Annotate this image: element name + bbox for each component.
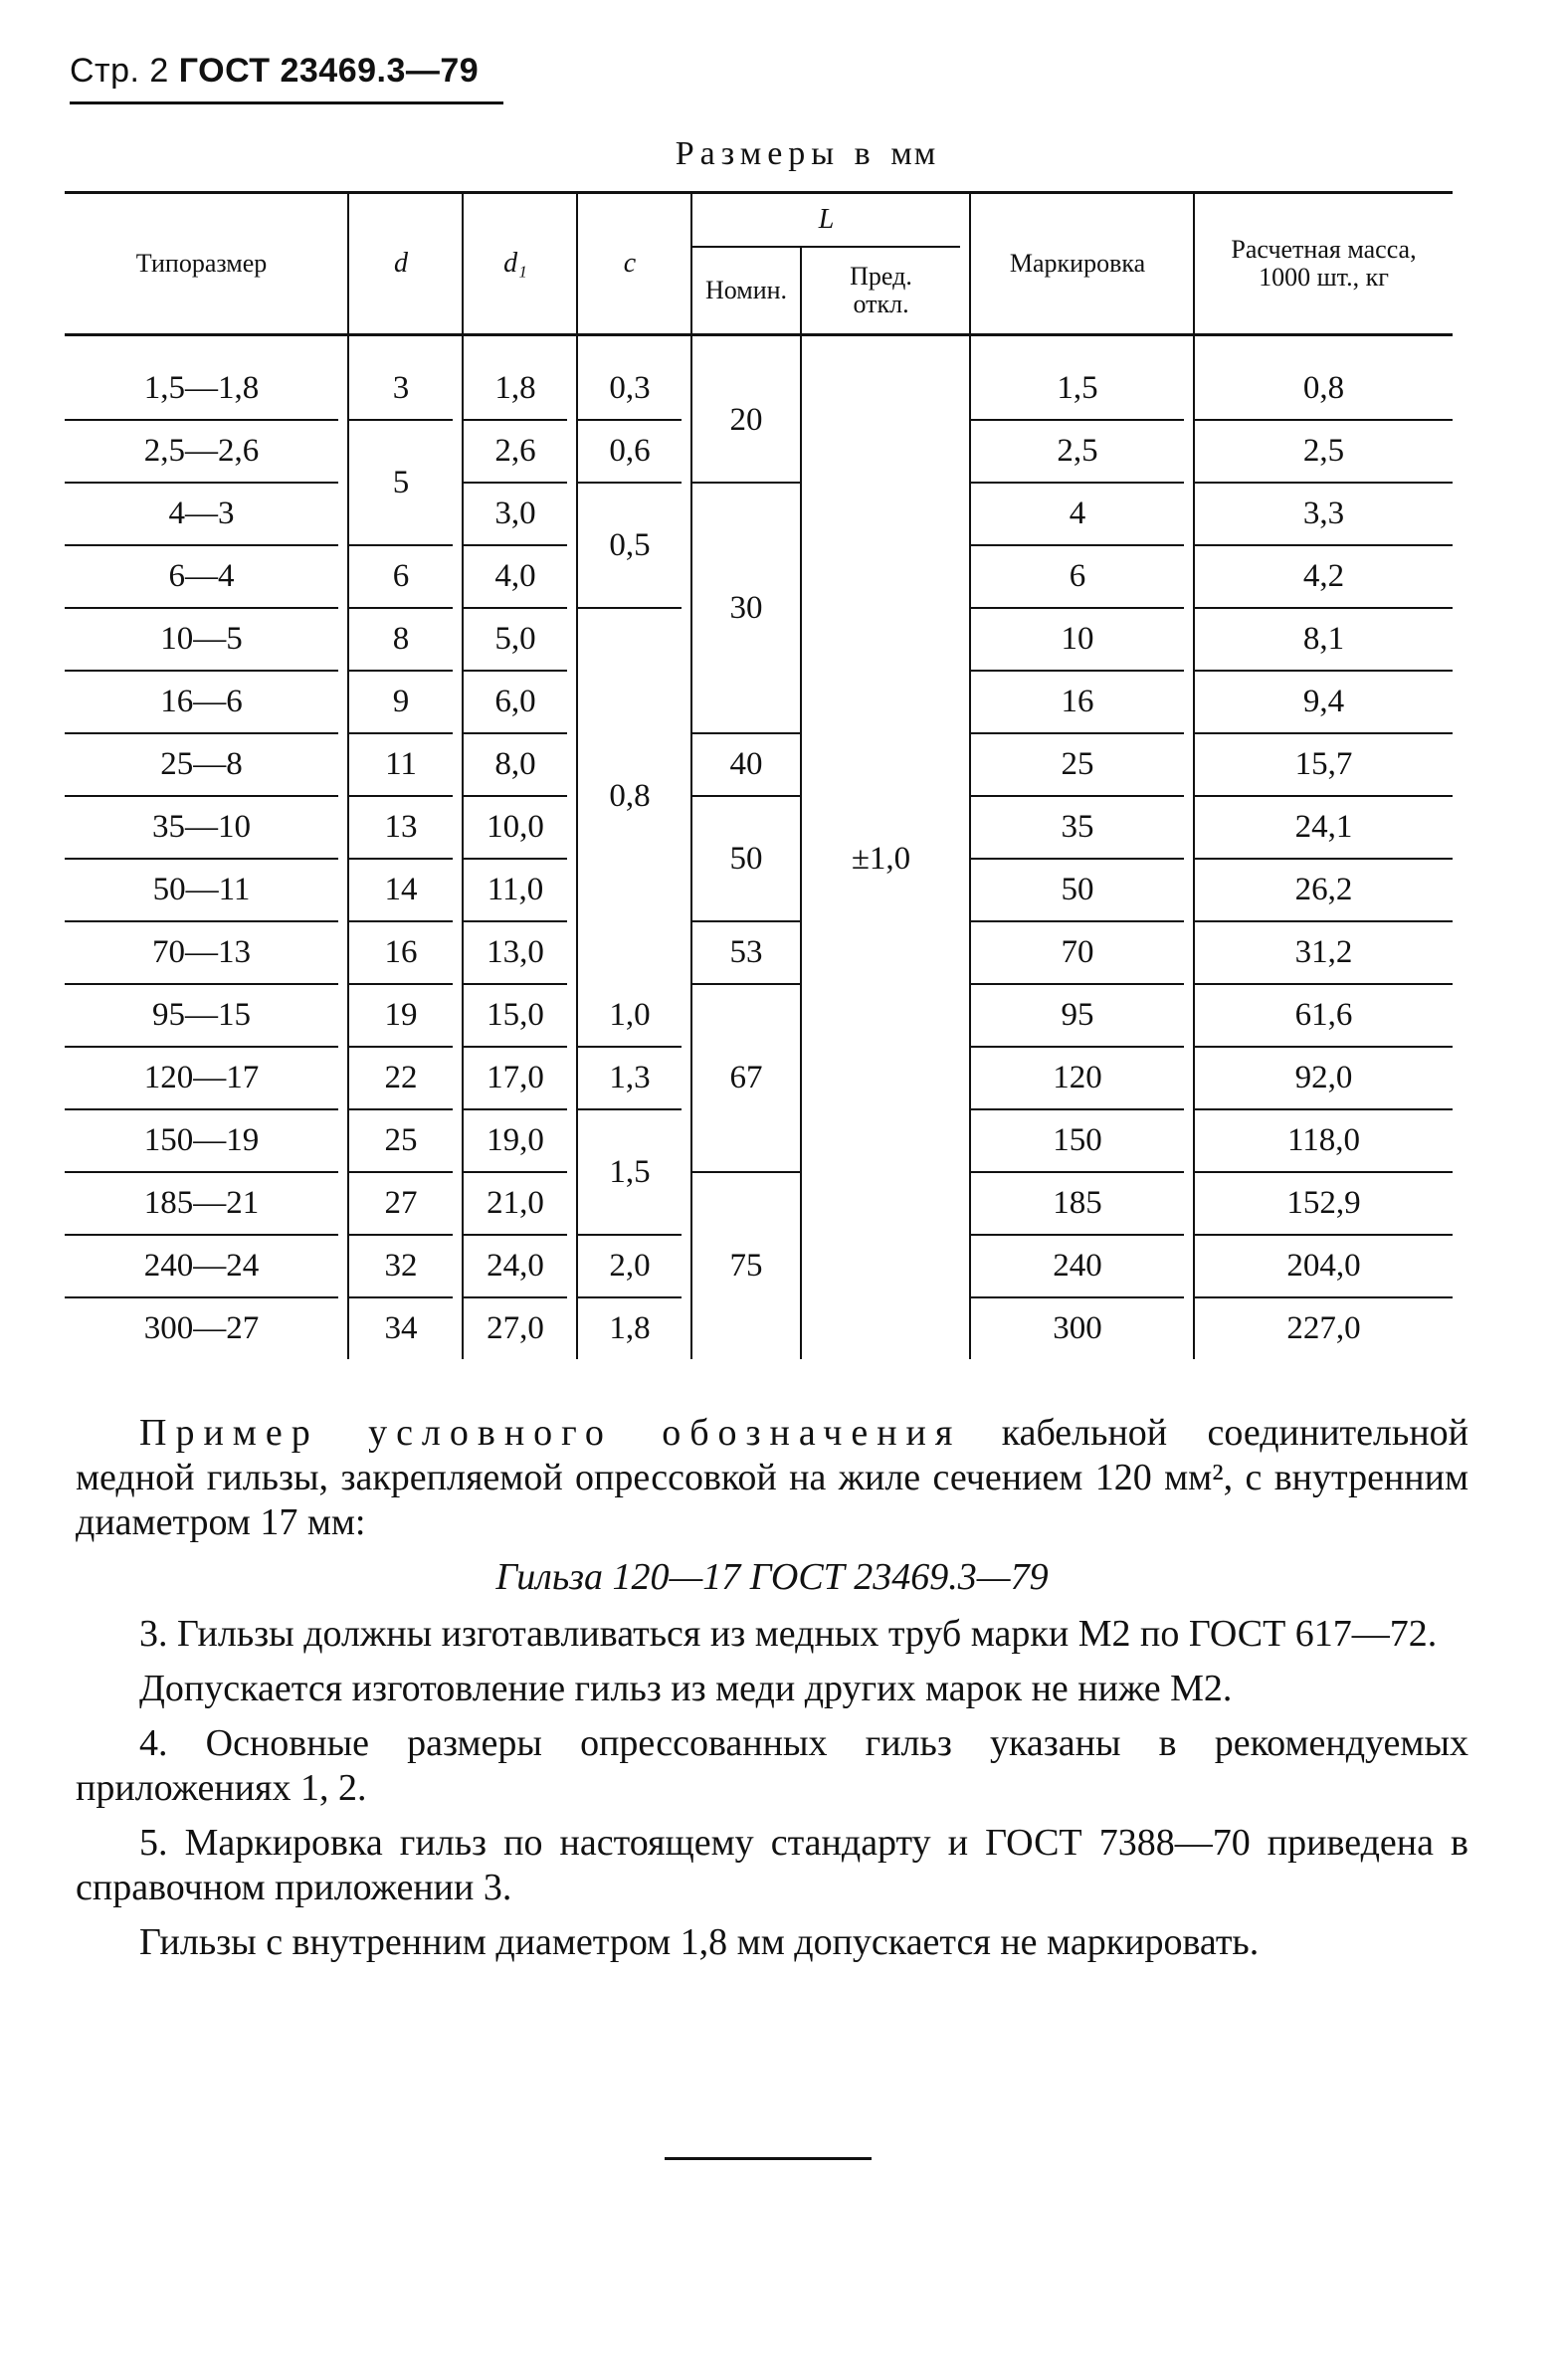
table-row: 95—15 19 15,0 1,0 67 95 61,6	[65, 984, 1453, 1047]
header-d1: d₁	[463, 193, 567, 335]
example-lead: Пример условного обозначения	[139, 1412, 962, 1454]
paragraph-3: 3. Гильзы должны изготавливаться из медных труб марки М2 по ГОСТ 617—72.	[139, 1613, 1438, 1655]
body-text	[76, 1411, 1468, 1975]
page-number: Стр. 2	[70, 52, 169, 90]
tolerance-cell: ±1,0	[801, 335, 960, 1360]
standard-number: ГОСТ 23469.3—79	[178, 52, 480, 90]
paragraph-4: 4. Основные размеры опрессованных гильз указаны в рекомендуемых приложениях 1, 2.	[76, 1722, 1468, 1809]
caption-text: Размеры в	[675, 135, 877, 172]
table-row: 16—6 9 6,0 16 9,4	[65, 671, 1453, 733]
table-row: 4—3 3,0 0,5 30 4 3,3	[65, 483, 1453, 545]
header-rule	[70, 101, 503, 104]
end-rule	[665, 2157, 872, 2160]
table-row: 35—10 13 10,0 50 35 24,1	[65, 796, 1453, 859]
header-pred-otkl: Пред. откл.	[801, 247, 960, 335]
header-d: d	[348, 193, 453, 335]
header-tiporazmer: Типоразмер	[65, 193, 338, 335]
header-massa: Расчетная масса, 1000 шт., кг	[1194, 193, 1453, 335]
table-row: 2,5—2,6 5 2,6 0,6 2,5 2,5	[65, 420, 1453, 483]
table-row: 120—17 22 17,0 1,3 120 92,0	[65, 1047, 1453, 1109]
table-row: 300—27 34 27,0 1,8 300 227,0	[65, 1297, 1453, 1359]
example-paragraph: Пример условного обозначения кабельной соединительной медной гильзы, закрепляемой опрессовкой на жиле сечением 120 мм², с внутренним диаметром 17 мм:	[76, 1412, 1468, 1543]
table-row: 10—5 8 5,0 0,8 10 8,1	[65, 608, 1453, 671]
table-row: 50—11 14 11,0 50 26,2	[65, 859, 1453, 921]
header-nomin: Номин.	[691, 247, 801, 335]
table-row: 240—24 32 24,0 2,0 240 204,0	[65, 1235, 1453, 1297]
paragraph-3b: Допускается изготовление гильз из меди других марок не ниже М2.	[139, 1668, 1233, 1709]
table-row: 1,5—1,8 3 1,8 0,3 20 ±1,0 1,5 0,8	[65, 335, 1453, 421]
paragraph-5b: Гильзы с внутренним диаметром 1,8 мм допускается не маркировать.	[139, 1921, 1260, 1963]
header-L: L	[691, 193, 960, 248]
dimensions-table	[65, 191, 1453, 1359]
caption-unit: мм	[890, 135, 938, 172]
page-header	[70, 52, 479, 91]
table-row: 185—21 27 21,0 75 185 152,9	[65, 1172, 1453, 1235]
table-row: 150—19 25 19,0 1,5 150 118,0	[65, 1109, 1453, 1172]
table-row: 25—8 11 8,0 40 25 15,7	[65, 733, 1453, 796]
table-caption	[0, 135, 1563, 173]
table-row: 6—4 6 4,0 6 4,2	[65, 545, 1453, 608]
header-c: c	[577, 193, 682, 335]
header-markirovka: Маркировка	[970, 193, 1184, 335]
designation-example: Гильза 120—17 ГОСТ 23469.3—79	[495, 1556, 1049, 1598]
table-row: 70—13 16 13,0 53 70 31,2	[65, 921, 1453, 984]
paragraph-5: 5. Маркировка гильз по настоящему стандарту и ГОСТ 7388—70 приведена в справочном приложении 3.	[76, 1822, 1468, 1908]
